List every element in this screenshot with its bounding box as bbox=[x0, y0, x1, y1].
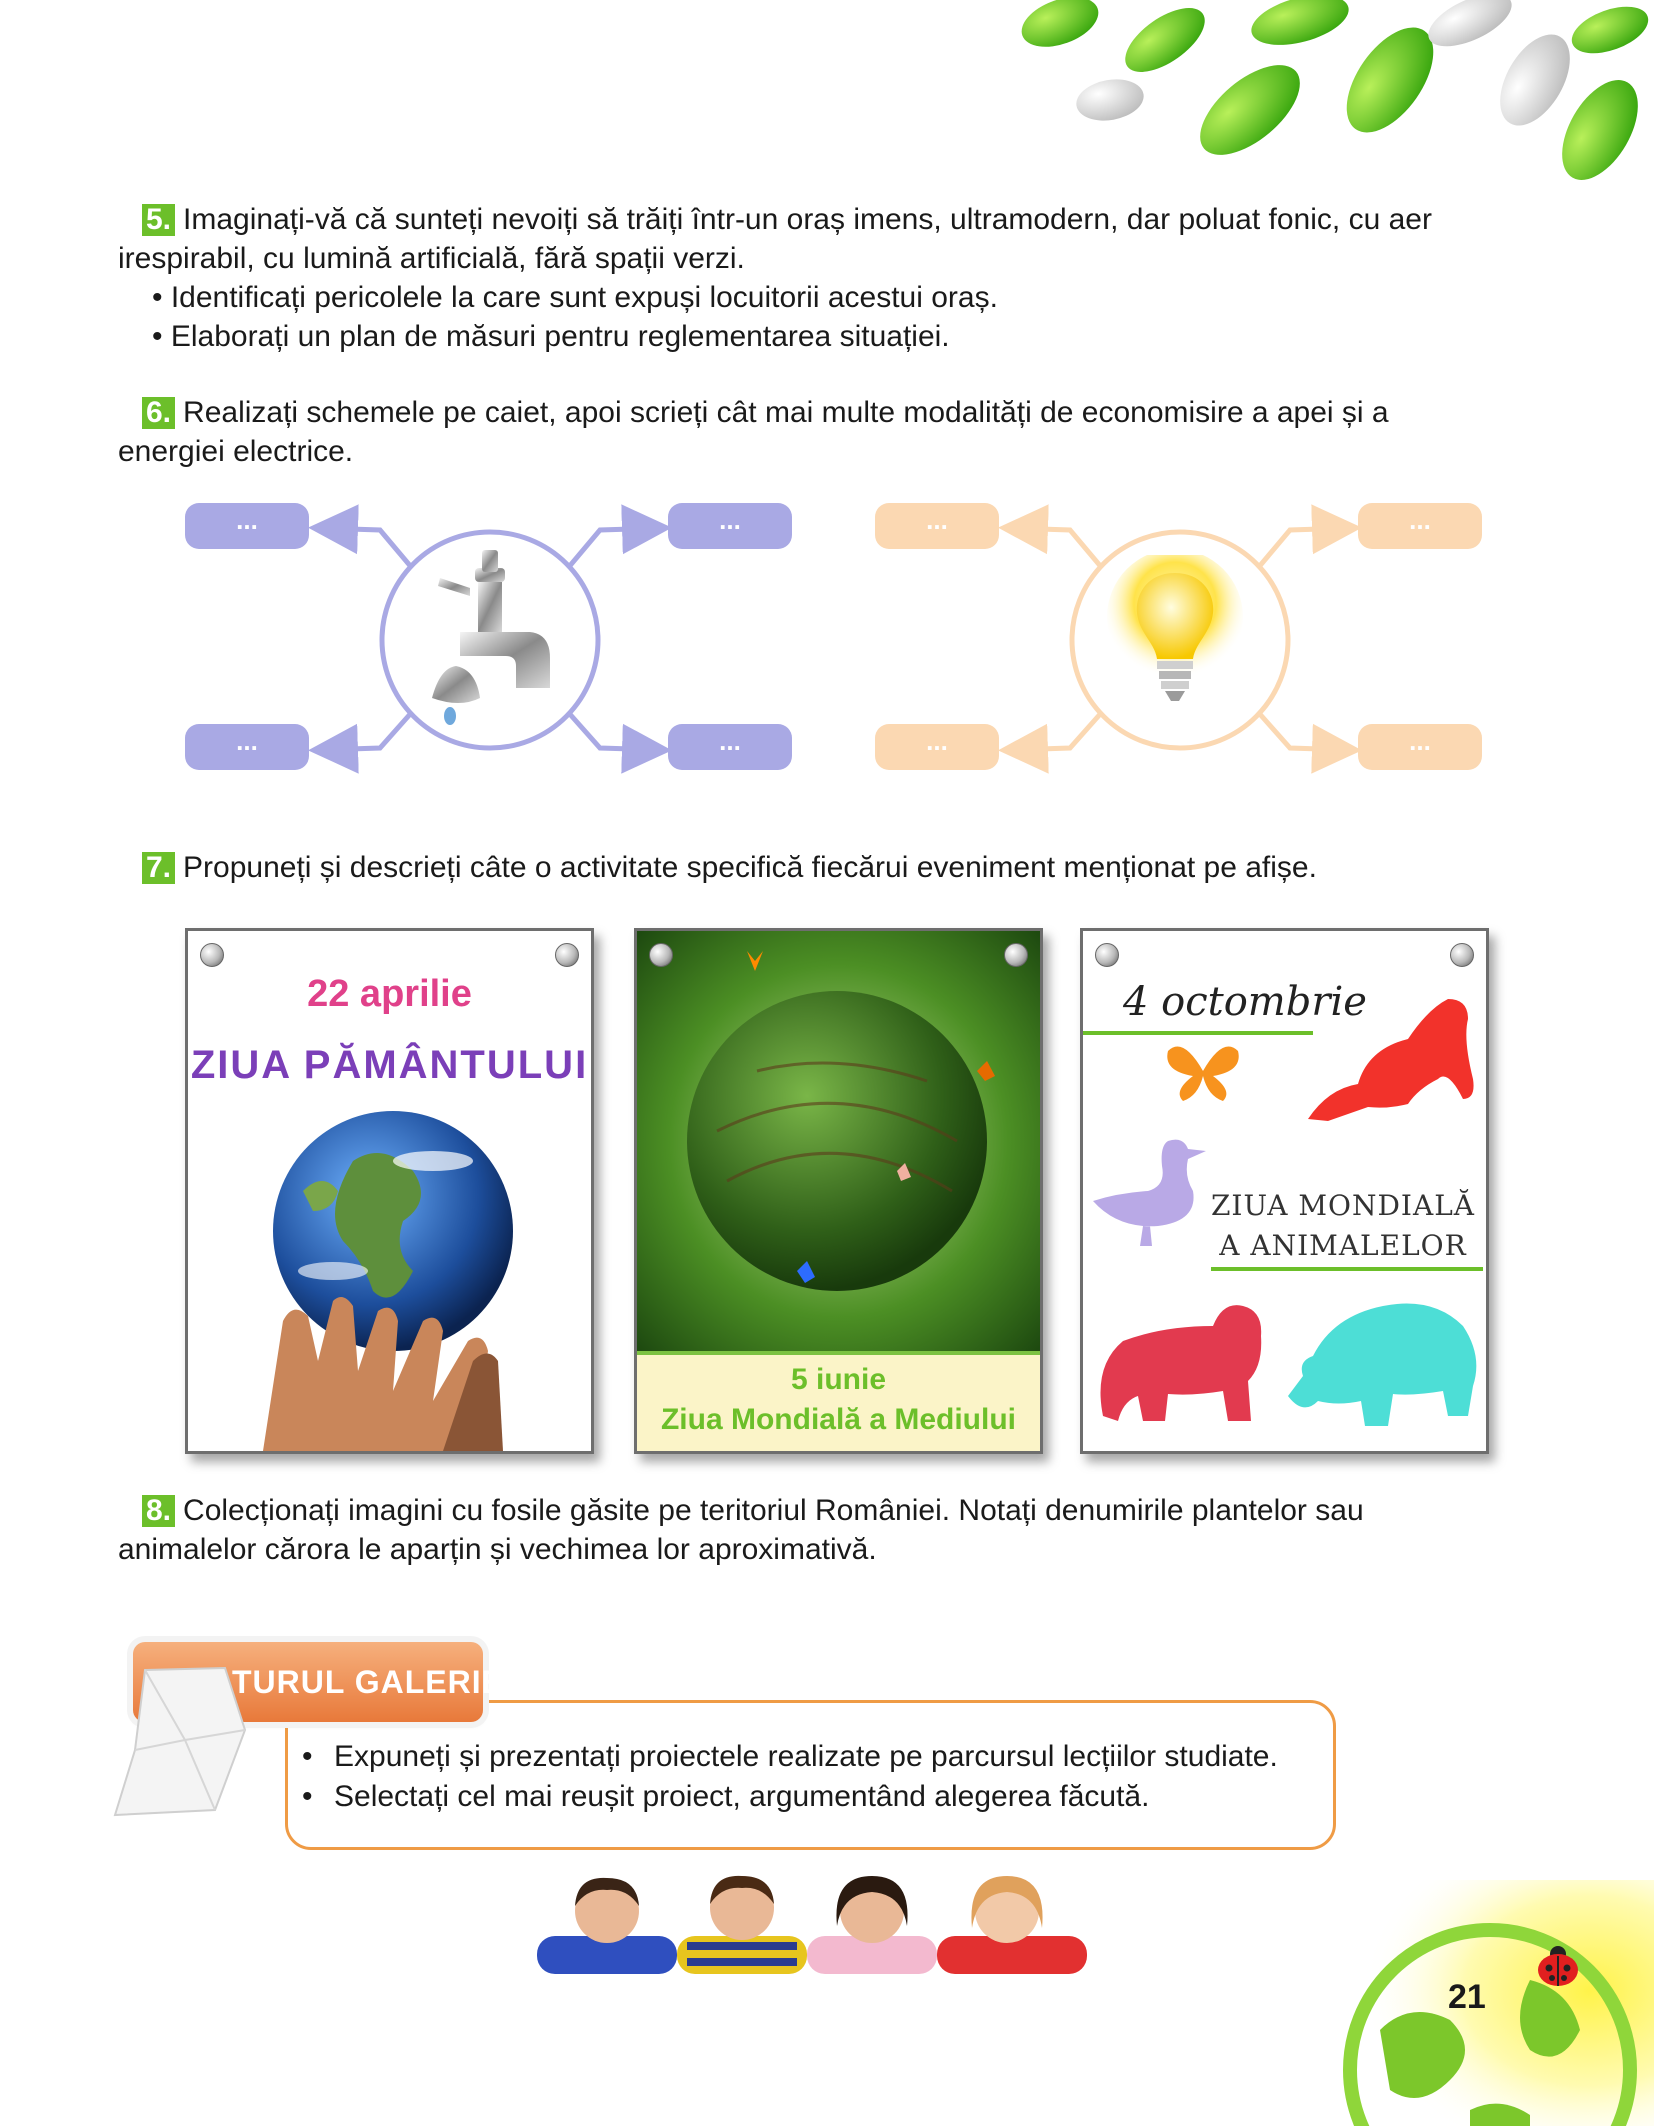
children-illustration bbox=[537, 1866, 1097, 1976]
task-text: animalelor cărora le aparțin și vechimea lor aproximativă. bbox=[118, 1533, 877, 1566]
poster-earth-day bbox=[185, 928, 594, 1454]
water-idea-box: ... bbox=[185, 503, 309, 549]
ladybug-icon bbox=[1535, 1944, 1581, 1988]
poster-date: 5 iunie bbox=[790, 1363, 887, 1396]
cat-silhouette-icon bbox=[1298, 989, 1478, 1129]
poster-title: Ziua Mondială a Mediului bbox=[660, 1403, 1017, 1436]
task-number: 6. bbox=[142, 397, 175, 429]
bullet-item: Expuneți și prezentați proiectele realizate pe parcursul lecțiilor studiate. bbox=[334, 1740, 1278, 1773]
gallery-title: TURUL GALERIEI bbox=[232, 1664, 514, 1700]
bullet-item: • Elaborați un plan de măsuri pentru reglementarea situației. bbox=[152, 320, 950, 353]
globe-decoration bbox=[1330, 1880, 1654, 2126]
light-bulb-icon bbox=[1105, 555, 1245, 725]
task-7 bbox=[118, 848, 1498, 887]
bullet-icon: • bbox=[302, 1740, 313, 1773]
butterfly-icon bbox=[1163, 1036, 1243, 1106]
task-number: 8. bbox=[142, 1495, 175, 1527]
pin-icon bbox=[555, 943, 579, 967]
bullet-icon: • bbox=[302, 1780, 313, 1813]
poster-date: 22 aprilie bbox=[307, 973, 472, 1015]
task-text: irespirabil, cu lumină artificială, fără spații verzi. bbox=[118, 242, 745, 275]
poster-environment-day bbox=[634, 928, 1043, 1454]
energy-idea-box: ... bbox=[1358, 724, 1482, 770]
task-text: Colecționați imagini cu fosile găsite pe teritoriul României. Notați denumirile plantelor sau bbox=[183, 1494, 1364, 1527]
gallery-bullets bbox=[302, 1737, 1312, 1817]
task-text: Realizați schemele pe caiet, apoi scrieți cât mai multe modalități de economisire a apei și a bbox=[183, 396, 1389, 429]
pin-icon bbox=[649, 943, 673, 967]
energy-idea-box: ... bbox=[875, 503, 999, 549]
task-text: Imaginați-vă că sunteți nevoiți să trăiți într-un oraș imens, ultramodern, dar poluat fonic, cu aer bbox=[183, 203, 1432, 236]
pin-icon bbox=[1450, 943, 1474, 967]
task-number: 7. bbox=[142, 852, 175, 884]
task-text: Propuneți și descrieți câte o activitate specifică fiecărui eveniment menționat pe afișe. bbox=[183, 851, 1317, 884]
task-6 bbox=[118, 393, 1498, 471]
leaves-decoration bbox=[990, 0, 1654, 190]
task-number: 5. bbox=[142, 204, 175, 236]
forest-globe-image bbox=[637, 931, 1040, 1351]
water-tap-icon bbox=[420, 548, 570, 728]
divider bbox=[1083, 1031, 1313, 1035]
task-5 bbox=[118, 200, 1498, 356]
pin-icon bbox=[1095, 943, 1119, 967]
bear-silhouette-icon bbox=[1093, 1296, 1268, 1426]
poster-animal-day bbox=[1080, 928, 1489, 1454]
rhino-silhouette-icon bbox=[1283, 1276, 1483, 1441]
pin-icon bbox=[1004, 943, 1028, 967]
task-text: energiei electrice. bbox=[118, 435, 354, 468]
energy-idea-box: ... bbox=[1358, 503, 1482, 549]
water-idea-box: ... bbox=[185, 724, 309, 770]
task-8 bbox=[118, 1491, 1498, 1569]
poster-title: A ANIMALELOR bbox=[1219, 1229, 1467, 1262]
energy-idea-box: ... bbox=[875, 724, 999, 770]
poster-title: ZIUA MONDIALĂ bbox=[1210, 1189, 1476, 1222]
bullet-item: • Identificați pericolele la care sunt expuși locuitorii acestui oraș. bbox=[152, 281, 998, 314]
duck-silhouette-icon bbox=[1088, 1131, 1218, 1251]
water-idea-box: ... bbox=[668, 724, 792, 770]
divider bbox=[1211, 1267, 1483, 1271]
pin-icon bbox=[200, 943, 224, 967]
poster-date: 4 octombrie bbox=[1123, 979, 1367, 1025]
water-idea-box: ... bbox=[668, 503, 792, 549]
earth-globe-icon bbox=[243, 1101, 543, 1451]
page-number: 21 bbox=[1448, 1978, 1486, 2016]
bullet-item: Selectați cel mai reușit proiect, argumentând alegerea făcută. bbox=[334, 1780, 1150, 1813]
poster-title: ZIUA PĂMÂNTULUI bbox=[190, 1043, 589, 1087]
